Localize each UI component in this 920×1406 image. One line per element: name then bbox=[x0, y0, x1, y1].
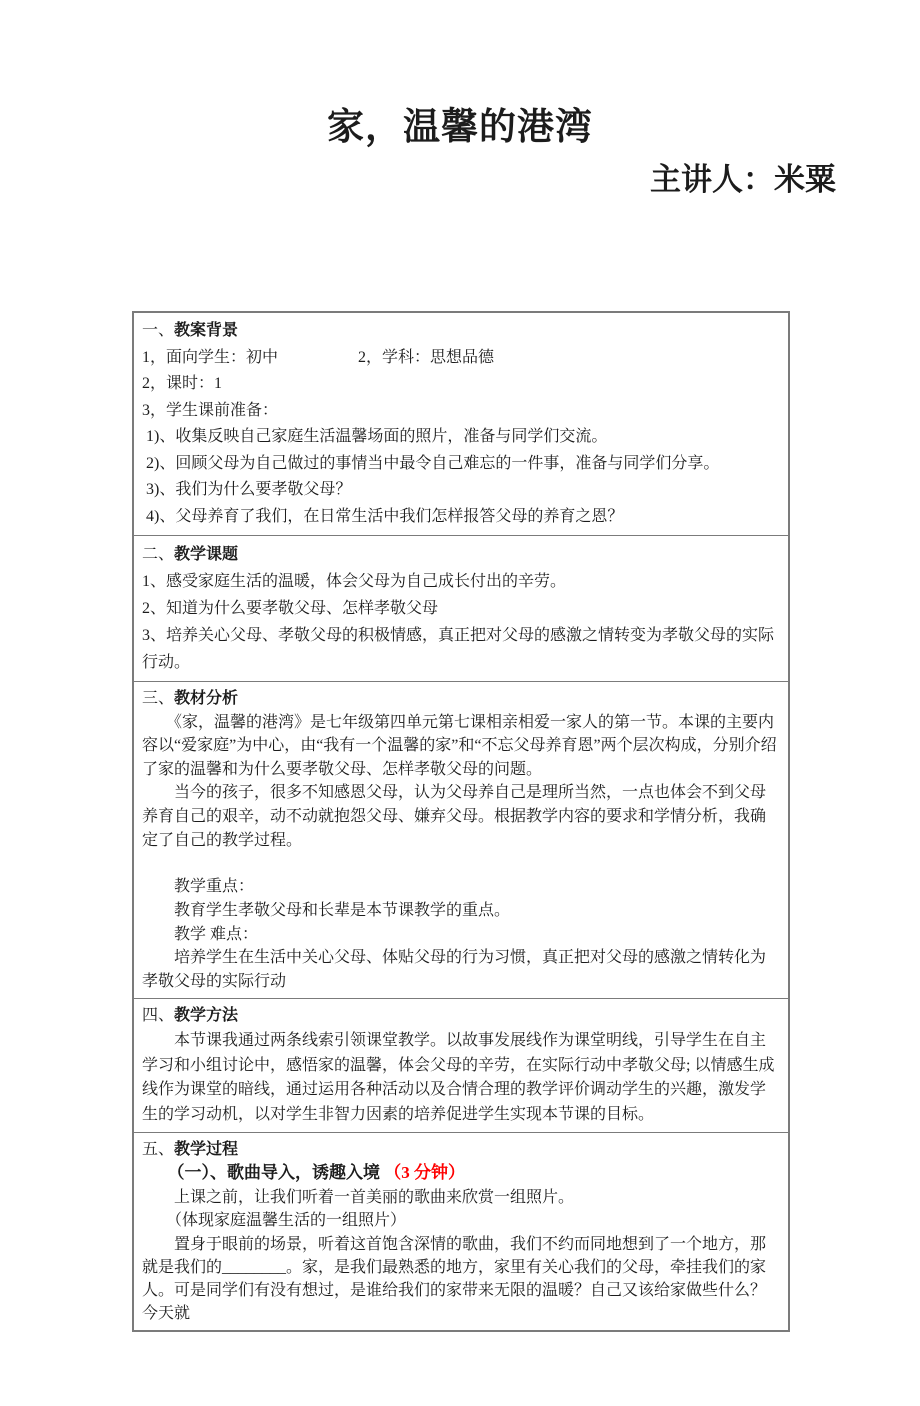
text-line: 教学重点： bbox=[142, 878, 255, 896]
text-line: 2、知道为什么要孝敬父母、怎样孝敬父母 bbox=[142, 600, 439, 617]
text-line: （体现家庭温馨生活的一组照片） bbox=[142, 1212, 407, 1230]
section-3-title: 教材分析 bbox=[174, 690, 239, 707]
section-1-heading bbox=[142, 318, 780, 345]
section-4-heading bbox=[142, 1004, 780, 1029]
text-line: 1，面向学生：初中 2，学科：思想品德 bbox=[142, 348, 495, 366]
text-line: 当今的孩子，很多不知感恩父母，认为父母养自己是理所当然，一点也体会不到父母养育自己的艰辛，动不动就抱怨父母、嫌弃父母。根据教学内容的要求和学情分析，我确定了自己的教学过程。 bbox=[142, 784, 767, 849]
text-line: 3)、我们为什么要孝敬父母？ bbox=[142, 481, 352, 498]
text-line: 上课之前，让我们听着一首美丽的歌曲来欣赏一组照片。 bbox=[142, 1189, 575, 1207]
text-line: 教学 难点： bbox=[142, 925, 259, 943]
section-3-heading bbox=[142, 687, 780, 711]
section-5-heading bbox=[142, 1138, 780, 1161]
document-page bbox=[0, 104, 920, 1406]
section-3-analysis bbox=[134, 681, 788, 998]
step-1-label: （一）、歌曲导入，诱趣入境 bbox=[142, 1163, 385, 1183]
text-line: 2)、回顾父母为自己做过的事情当中最令自己难忘的一件事，准备与同学们分享。 bbox=[142, 454, 720, 472]
text-line: 3、培养关心父母、孝敬父母的积极情感，真正把对父母的感激之情转变为孝敬父母的实际行动。 bbox=[142, 627, 775, 671]
section-5-number: 五、 bbox=[142, 1141, 175, 1159]
section-5-process bbox=[134, 1132, 788, 1330]
section-1-title: 教案背景 bbox=[174, 322, 239, 339]
section-1-number: 一、 bbox=[142, 322, 175, 339]
text-line: 4)、父母养育了我们，在日常生活中我们怎样报答父母的养育之恩？ bbox=[142, 507, 624, 525]
text-line: 1)、收集反映自己家庭生活温馨场面的照片，准备与同学们交流。 bbox=[142, 428, 608, 445]
text-line: 《家，温馨的港湾》是七年级第四单元第七课相亲相爱一家人的第一节。本课的主要内容以“爱家庭”为中心，由“我有一个温馨的家”和“不忘父母养育恩”两个层次构成，分别介绍了家的温馨和为什么要孝敬父母、怎样孝敬父母的问题。 bbox=[142, 713, 777, 778]
blank-line bbox=[142, 852, 780, 875]
text-line: 本节课我通过两条线索引领课堂教学。以故事发展线作为课堂明线，引导学生在自主学习和小组讨论中，感悟家的温馨，体会父母的辛劳，在实际行动中孝敬父母; 以情感生成线作为课堂的暗线，通过运用各种活动以及合情合理的教学评价调动学生的兴趣，激发学生的学习动机，以对学生非智力因素的培养促进学生实现本节课的目标。 bbox=[142, 1031, 775, 1123]
section-5-title: 教学过程 bbox=[174, 1141, 239, 1159]
page-title: 家，温馨的港湾 bbox=[327, 107, 593, 148]
lesson-plan-table bbox=[132, 311, 790, 1332]
text-line: 培养学生在生活中关心父母、体贴父母的行为习惯，真正把对父母的感激之情转化为孝敬父母的实际行动 bbox=[142, 949, 767, 990]
step-1-heading bbox=[142, 1161, 780, 1186]
section-2-number: 二、 bbox=[142, 546, 175, 563]
section-1-background bbox=[134, 313, 788, 535]
section-4-methods bbox=[134, 998, 788, 1132]
text-line: 3，学生课前准备： bbox=[142, 401, 279, 419]
section-3-number: 三、 bbox=[142, 690, 175, 707]
section-4-number: 四、 bbox=[142, 1007, 175, 1025]
section-2-heading bbox=[142, 541, 780, 568]
section-2-title: 教学课题 bbox=[174, 546, 239, 563]
text-line: 置身于眼前的场景，听着这首饱含深情的歌曲，我们不约而同地想到了一个地方，那就是我们的________。家，是我们最熟悉的地方，家里有关心我们的父母，牵挂我们的家人。可是同学们有没有想过，是谁给我们的家带来无限的温暖？自己又该给家做些什么？今天就 bbox=[142, 1235, 767, 1323]
step-1-duration: （3 分钟） bbox=[384, 1163, 465, 1183]
text-line: 教育学生孝敬父母和长辈是本节课教学的重点。 bbox=[142, 901, 511, 919]
section-2-topic bbox=[134, 535, 788, 681]
text-line: 1、感受家庭生活的温暖，体会父母为自己成长付出的辛劳。 bbox=[142, 573, 567, 590]
text-line: 2，课时：1 bbox=[142, 375, 223, 392]
byline: 主讲人：米粟 bbox=[650, 162, 836, 197]
section-4-title: 教学方法 bbox=[174, 1007, 239, 1025]
